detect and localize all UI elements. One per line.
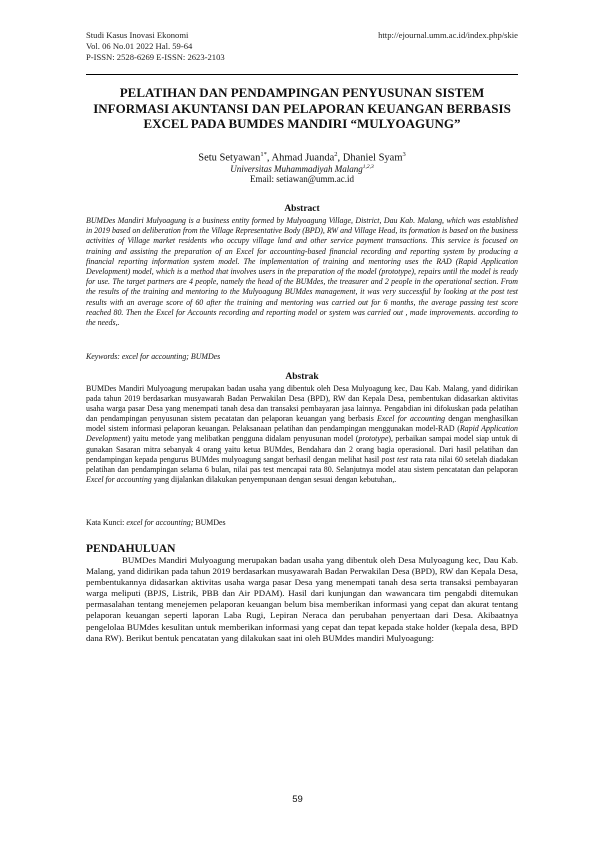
author-2-mark: 2: [334, 151, 338, 158]
keywords-id-label: Kata Kunci:: [86, 518, 127, 527]
paper-title: PELATIHAN DAN PENDAMPINGAN PENYUSUNAN SISTEM INFORMASI AKUNTANSI DAN PELAPORAN KEUANGAN BERBASIS EXCEL PADA BUMDES MANDIRI “MULYOAGUNG”: [93, 85, 511, 131]
abstract-id-part: yang dijalankan dilakukan penyempunaan dengan sesuai dengan kebutuhan,.: [151, 474, 397, 484]
abstract-id-part: BUMDes Mandiri Mulyoagung merupakan badan usaha yang dibentuk oleh Desa Mulyoagung kec, Dau Kab. Malang, yand didirikan pada tahun 2019 berdasarkan musyawarah Badan Perwakilan Desa (BPD), RW dan Kepala Desa, pembentukan didasarkan aktivitas usaha warga pasar Desa yang menempati tanah desa dan transaksi pembayaran jasa lainnya. Pengabdian ini difokuskan pada pelatihan dan pendampingan penyusunan sistem pecatatan dan pelaporan keuangan yang berbasis: [86, 384, 518, 424]
abstract-id-emphasis: Excel for accounting: [376, 414, 446, 424]
abstract-id-part: dengan menghasilkan model sistem informasi pelaporan keuangan. Pelaksanaan pelatihan dan pendampingan menggunakan model-RAD (: [86, 414, 518, 434]
abstract-id-part: ) yaitu metode yang melibatkan pengguna didalam penyusunan model (: [127, 434, 359, 444]
section-heading-introduction: PENDAHULUAN: [86, 543, 176, 555]
abstract-heading-en: Abstract: [284, 204, 320, 214]
keywords-en: Keywords: excel for accounting; BUMDes: [86, 352, 221, 361]
author-email[interactable]: Email: setiawan@umm.ac.id: [249, 174, 354, 184]
abstract-id-part: rata rata nilai 60 setelah diadakan pelatihan dan pendampingan selama 6 bulan, nilai pas test mencapai rata 80. Selanjutnya model atau sistem pencatatan dan pelaporan: [86, 454, 518, 474]
abstract-id-part: ), perbaikan sampai model siap untuk di gunakan Sasaran mitra sebanyak 4 orang yaitu ketua BUMdes, Bendahara dan 2 orang bagia operasional. Dari hasil pelatihan dan pendampingan kepada pengurus BUMdes mulyoagung sangat berhasil dengan melihat hasil: [86, 434, 518, 464]
author-1-mark: 1*: [260, 151, 267, 158]
header-divider: [86, 74, 518, 75]
journal-issn: P-ISSN: 2528-6269 E-ISSN: 2623-2103: [86, 52, 225, 62]
affiliation-marks: 1,2,3: [362, 164, 374, 170]
keywords-id-emphasis: excel for accounting;: [126, 518, 194, 527]
abstract-id-emphasis: Excel for accounting: [86, 474, 152, 484]
author-separator: ,: [266, 152, 272, 164]
keywords-id-rest: BUMDes: [193, 518, 226, 527]
abstract-id-emphasis: prototype: [358, 434, 389, 444]
keywords-id: [86, 518, 518, 528]
journal-header: [86, 30, 518, 63]
author-1: Setu Setyawan: [198, 152, 261, 164]
page-number: 59: [292, 794, 303, 805]
abstract-id-emphasis: post test: [381, 454, 408, 464]
affiliation-name: Universitas Muhammadiyah Malang: [230, 164, 363, 174]
journal-volume: Vol. 06 No.01 2022 Hal. 59-64: [86, 41, 193, 51]
abstract-id-emphasis: Rapid Application Development: [86, 424, 518, 444]
abstract-text-id: [86, 384, 518, 485]
author-3: Dhaniel Syam: [342, 152, 403, 164]
journal-name: Studi Kasus Inovasi Ekonomi: [86, 30, 189, 40]
journal-url[interactable]: http://ejournal.umm.ac.id/index.php/skie: [378, 30, 518, 40]
abstract-text-en: BUMDes Mandiri Mulyoagung is a business entity formed by Mulyoagung Village, District, Dau Kab. Malang, which was established in 2019 based on deliberation from the Village Representative Body (BPD), RW and Village Head, its formation is based on the business activities of Village market residents who occupy village land and other service payment transactions. This service is focused on training and assisting the preparation of an Excel for accounting-based financial recording and reporting system by producing a financial reporting information system model. The implementation of training and mentoring uses the RAD (Rapid Application Development) model, which is a method that involves users in the preparation of the model (prototype), repairs until the model is ready for use. The target partners are 4 people, namely the head of the BUMdes, the treasurer and 2 people in the operational section. From the results of the training and mentoring to the Mulyoagung BUMdes management, it was very successful by looking at the post test results with an average score of 60 after the training and mentoring was carried out for 6 months, the average passing test score reached 80. Then the Excel for Accounts recording and reporting model or system was carried out , made improvements. according to the needs,.: [86, 216, 518, 328]
author-3-mark: 3: [402, 151, 406, 158]
introduction-paragraph: BUMDes Mandiri Mulyoagung merupakan badan usaha yang dibentuk oleh Desa Mulyoagung kec, Dau Kab. Malang, yand didirikan pada tahun 2019 berdasarkan musyawarah Badan Perwakilan Desa (BPD), RW dan Kepala Desa, pembentukannya didasarkan aktivitas usaha warga pasar Desa yang menempati tanah desa serta transaksi pembayaran warga meliputi (BPJS, Listrik, PBB dan Air PDAM). Hasil dari kunjungan dan wawancara tim pengabdi ditemukan permasalahan tentang menejemen pelaporan keuangan belum bisa memberikan informasi yang cepat dan akurat tentang pelaporan keuangan seperti laporan Laba Rugi, Lepiran Neraca dan perubahan penyertaan dari Desa. Akibaatnya pengelolaa BUMdes kesulitan untuk memberikan informasi yang cepat dan tepat kepada stake holder (kepala desa, BPD dana RW). Berikut bentuk pencatatan yang dilakukan saat ini oleh BUMdes mandiri Mulyoagung:: [86, 555, 518, 643]
author-2: Ahmad Juanda: [271, 152, 335, 164]
author-separator: ,: [337, 152, 343, 164]
abstract-heading-id: Abstrak: [285, 372, 319, 382]
